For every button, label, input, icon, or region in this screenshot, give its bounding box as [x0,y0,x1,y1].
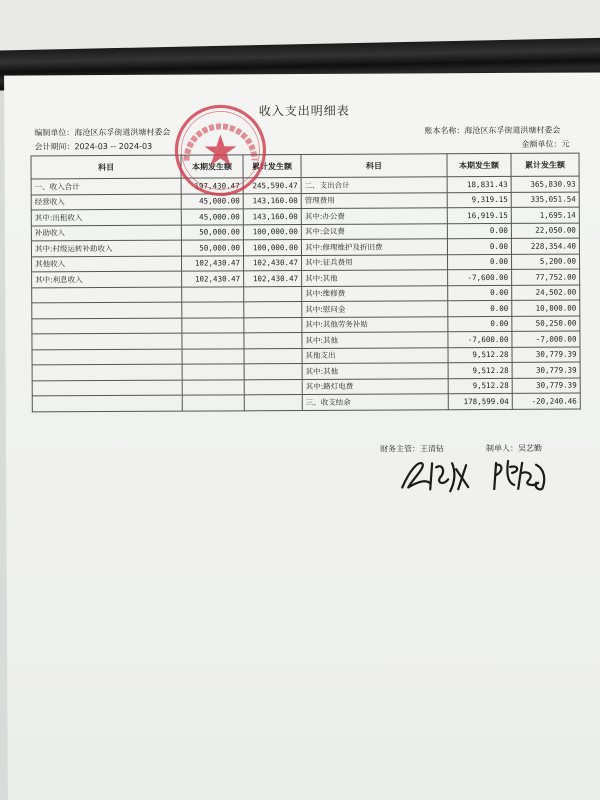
left-current-cell: 50,000.00 [181,224,243,240]
left-current-cell [182,395,244,411]
left-current-cell: 102,430.47 [182,255,244,271]
left-accum-cell: 100,000.00 [243,224,301,240]
finance-supervisor: 财务主管：王清钻 [380,444,445,454]
accounting-period: 会计期间：2024-03 -- 2024-03 [34,141,153,152]
left-current-cell: 197,430.47 [181,178,243,194]
right-current-cell: 178,599.04 [448,393,512,409]
right-accum-cell: -20,240.46 [512,393,580,409]
left-accum-cell [244,333,302,349]
right-item-cell: 其中:征兵费用 [302,254,448,270]
right-item-cell: 其中:会议费 [301,223,447,239]
right-item-cell: 其中:其他 [302,332,448,348]
left-accum-cell: 245,590.47 [243,178,301,194]
right-current-cell: -7,600.00 [448,269,512,285]
right-accum-cell: 30,779.39 [512,378,580,394]
right-current-cell: 9,512.28 [448,347,512,363]
left-item-cell: 其中:利息收入 [32,271,182,287]
col-header-item-left: 科目 [31,155,181,179]
right-accum-cell: 365,830.93 [511,176,579,192]
right-item-cell: 其中:慰问金 [302,301,448,317]
left-current-cell [182,348,244,364]
left-current-cell: 102,430.47 [182,271,244,287]
table-body [31,176,580,411]
right-accum-cell: 335,051.54 [511,192,579,208]
right-item-cell: 其中:路灯电费 [302,378,448,394]
left-current-cell: 45,000.00 [181,193,243,209]
left-accum-cell [244,364,302,380]
document-title: 收入支出明细表 [258,103,350,119]
right-item-cell: 其中:其他 [302,270,448,286]
left-item-cell [32,349,182,365]
right-accum-cell: 24,502.00 [512,285,580,301]
right-current-cell: 0.00 [447,223,511,239]
left-accum-cell: 100,000.00 [243,240,301,256]
right-accum-cell: 1,695.14 [511,207,579,223]
left-accum-cell [244,348,302,364]
left-current-cell: 50,000.00 [181,240,243,256]
left-item-cell: 其中:出租收入 [31,209,181,225]
left-item-cell: 补助收入 [31,225,181,241]
right-current-cell: 0.00 [448,316,512,332]
right-item-cell: 其中:修理维护及折旧费 [301,239,447,255]
right-accum-cell: 30,779.39 [512,362,580,378]
left-accum-cell: 143,160.00 [243,209,301,225]
left-item-cell [32,395,182,411]
right-accum-cell: 22,050.00 [511,223,579,239]
col-header-accum-left: 累计发生额 [243,155,301,178]
left-item-cell [32,333,182,349]
red-seal-stamp [172,102,269,199]
left-accum-cell [244,379,302,395]
left-current-cell [182,286,244,302]
left-item-cell [32,287,182,303]
col-header-item-right: 科目 [301,154,447,178]
left-accum-cell: 143,160.00 [243,193,301,209]
left-accum-cell: 102,430.47 [244,271,302,287]
right-item-cell: 其中:其他劳务补贴 [302,316,448,332]
right-accum-cell: 5,200.00 [512,254,580,270]
right-current-cell: -7,600.00 [448,331,512,347]
income-expense-table [30,153,580,412]
left-current-cell: 45,000.00 [181,209,243,225]
left-accum-cell: 102,430.47 [244,255,302,271]
left-current-cell [182,379,244,395]
left-accum-cell [244,302,302,318]
right-current-cell: 9,319.15 [447,192,511,208]
right-item-cell: 其中:维修费 [302,285,448,301]
account-name: 账本名称：海沧区东孚街道洪塘村委会 [424,125,561,136]
right-current-cell: 16,919.15 [447,207,511,223]
left-item-cell [32,318,182,334]
right-item-cell: 其中:其他 [302,363,448,379]
right-item-cell: 管理费用 [301,192,447,208]
left-item-cell [32,380,182,396]
left-item-cell [32,364,182,380]
right-current-cell: 18,831.43 [447,176,511,192]
right-accum-cell: 30,779.39 [512,347,580,363]
left-item-cell: 其他收入 [32,256,182,272]
currency-unit: 金额单位：元 [521,139,570,149]
prepared-by: 编制单位：海沧区东孚街道洪塘村委会 [34,127,171,138]
left-item-cell: 经营收入 [31,194,181,210]
right-current-cell: 0.00 [448,254,512,270]
handwritten-signature [396,449,566,500]
col-header-current-right: 本期发生额 [447,153,511,176]
right-accum-cell: -7,000.00 [512,331,580,347]
right-item-cell: 三、收支结余 [302,394,448,410]
ledger-sheet [4,72,600,800]
left-item-cell: 一、收入合计 [31,178,181,194]
left-accum-cell [244,317,302,333]
left-accum-cell [244,395,302,411]
left-current-cell [182,364,244,380]
table-row [32,393,580,411]
table-header-row [31,153,579,179]
right-accum-cell: 10,000.00 [512,300,580,316]
col-header-current-left: 本期发生额 [181,155,243,178]
right-accum-cell: 228,354.40 [511,238,579,254]
left-current-cell [182,302,244,318]
right-accum-cell: 50,250.00 [512,316,580,332]
col-header-accum-right: 累计发生额 [511,153,579,176]
right-current-cell: 9,512.28 [448,362,512,378]
left-item-cell [32,302,182,318]
right-item-cell: 二、支出合计 [301,177,447,193]
right-current-cell: 9,512.28 [448,378,512,394]
right-accum-cell: 77,752.00 [512,269,580,285]
left-accum-cell [244,286,302,302]
right-item-cell: 其他支出 [302,347,448,363]
right-item-cell: 其中:办公费 [301,208,447,224]
left-item-cell: 其中:村级运转补助收入 [31,240,181,256]
preparer: 制单人：吴艺勤 [486,443,543,454]
left-current-cell [182,333,244,349]
right-current-cell: 0.00 [448,300,512,316]
left-current-cell [182,317,244,333]
right-current-cell: 0.00 [447,238,511,254]
right-current-cell: 0.00 [448,285,512,301]
